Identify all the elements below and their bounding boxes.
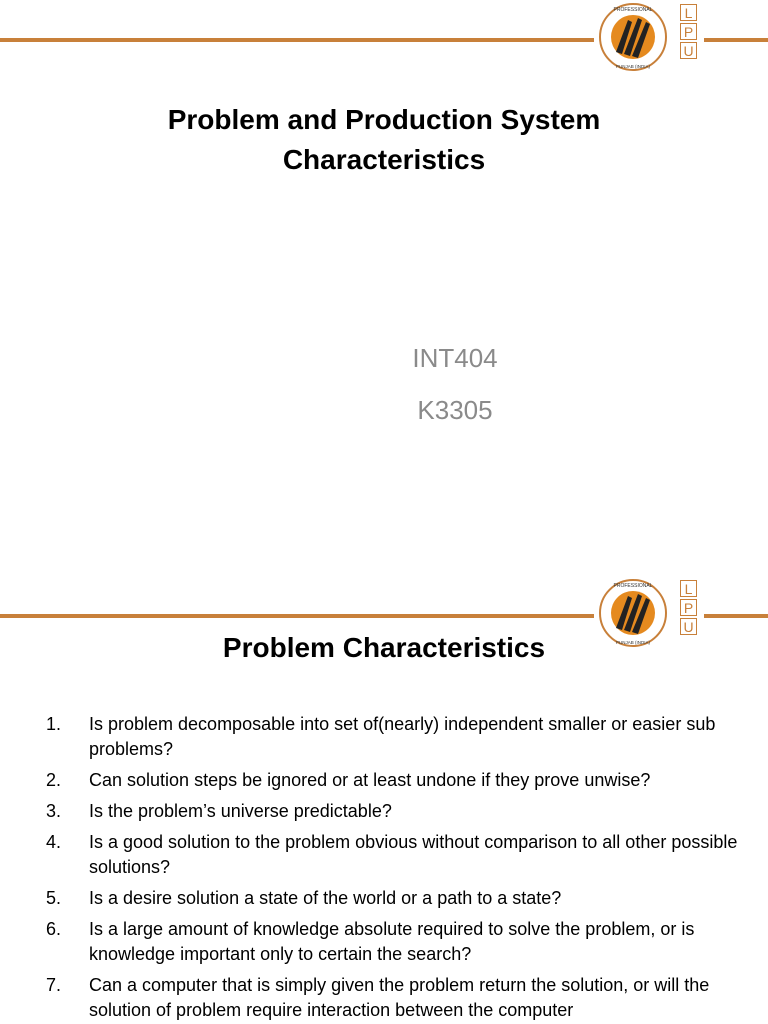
slide-heading: Problem Characteristics [222, 632, 546, 663]
header-rule-right [704, 38, 768, 42]
characteristics-list [46, 712, 746, 1024]
header-rule-right [704, 614, 768, 618]
list-text: Can a computer that is simply given the problem return the solution, or will the solution of problem require interaction between the computer [89, 975, 710, 1020]
list-item [46, 917, 746, 967]
list-text: Is problem decomposable into set of(nearly) independent smaller or easier sub problems? [89, 714, 716, 759]
list-number: 7. [46, 975, 62, 995]
title-line-2: Characteristics [282, 144, 486, 175]
list-number: 1. [46, 714, 62, 734]
lpu-letter-p: P [680, 23, 697, 40]
svg-text:PUNJAB (INDIA): PUNJAB (INDIA) [615, 64, 651, 69]
list-number: 6. [46, 919, 62, 939]
lpu-letter-u: U [680, 42, 697, 59]
slide-title [0, 100, 768, 180]
university-seal-icon [598, 2, 668, 72]
list-number: 3. [46, 801, 62, 821]
slide-subtitle [355, 332, 555, 436]
list-text: Is a desire solution a state of the world or a path to a state? [89, 888, 562, 908]
lpu-letter-l: L [680, 4, 697, 21]
list-text: Can solution steps be ignored or at least undone if they prove unwise? [89, 770, 651, 790]
svg-text:PROFESSIONAL: PROFESSIONAL [613, 583, 653, 589]
section-code: K3305 [417, 395, 493, 425]
list-number: 4. [46, 832, 62, 852]
course-code: INT404 [412, 343, 498, 373]
list-text: Is a large amount of knowledge absolute required to solve the problem, or is knowledge important only to certain the search? [89, 919, 695, 964]
list-number: 5. [46, 888, 62, 908]
svg-text:PROFESSIONAL: PROFESSIONAL [613, 7, 653, 13]
content-slide [0, 578, 768, 1024]
list-number: 2. [46, 770, 62, 790]
list-text: Is the problem’s universe predictable? [89, 801, 392, 821]
lpu-letter-l: L [680, 580, 697, 597]
lpu-letter-p: P [680, 599, 697, 616]
lpu-letter-boxes [680, 4, 697, 59]
list-text: Is a good solution to the problem obvious without comparison to all other possible solutions? [89, 832, 738, 877]
header-rule-left [0, 38, 594, 42]
header-rule-left [0, 614, 594, 618]
lpu-letter-boxes [680, 580, 697, 635]
list-item [46, 799, 746, 824]
title-line-1: Problem and Production System [167, 104, 601, 135]
svg-text:PUNJAB (INDIA): PUNJAB (INDIA) [615, 640, 651, 645]
list-item [46, 830, 746, 880]
list-item [46, 973, 746, 1023]
lpu-letter-u: U [680, 618, 697, 635]
list-item [46, 768, 746, 793]
list-item [46, 712, 746, 762]
list-item [46, 886, 746, 911]
